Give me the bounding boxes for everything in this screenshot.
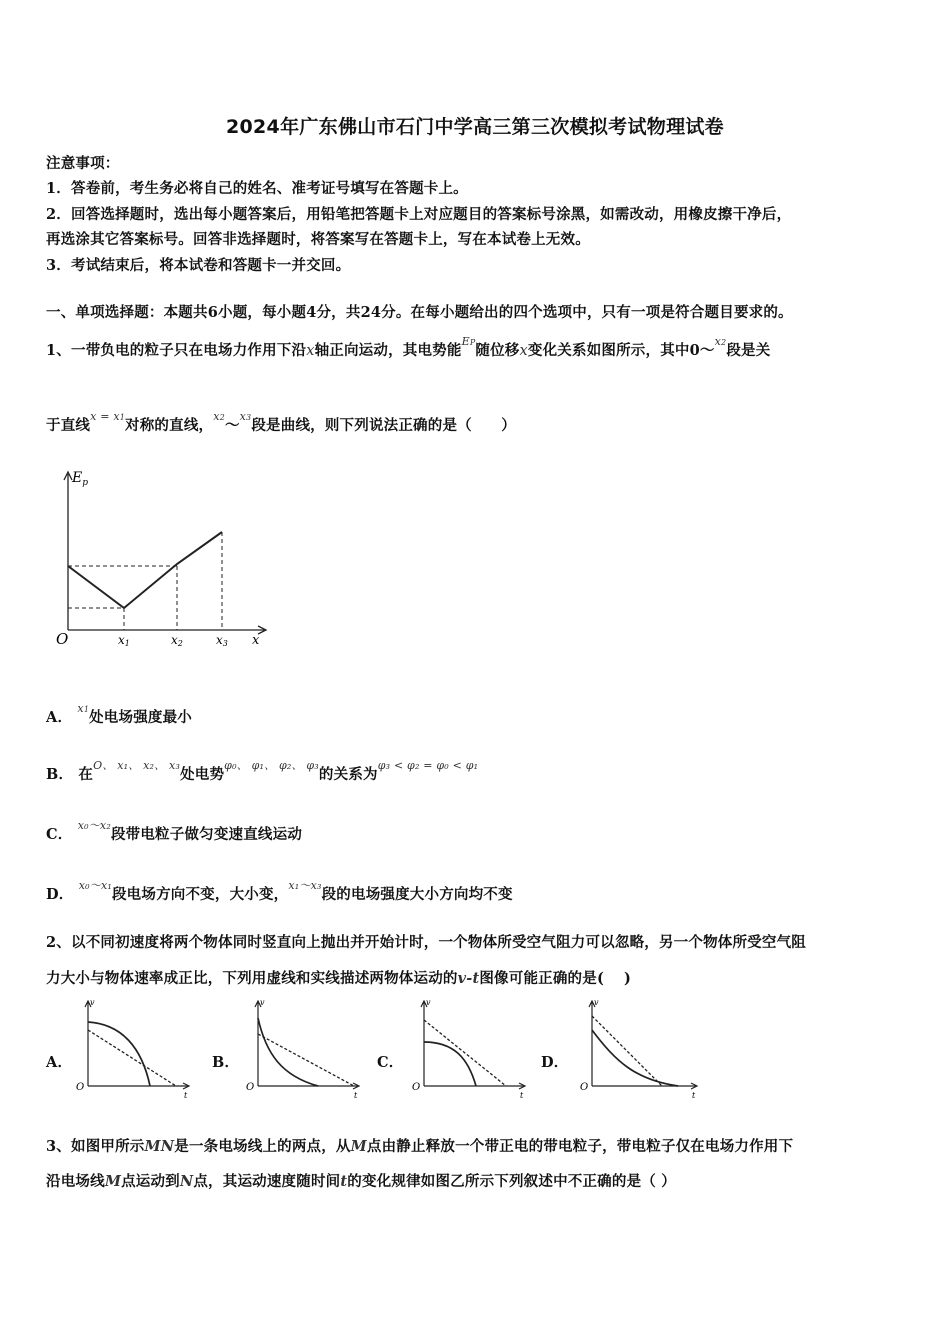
q1-b-points: O、 x₁、 x₂、 x₃ (93, 759, 181, 772)
q2-option-b-graph[interactable] (242, 996, 362, 1100)
graph-x3: x3 (216, 633, 228, 648)
q1-range-x3: x3 (239, 410, 252, 423)
q1-text-b: 轴正向运动，其电势能 (314, 342, 462, 359)
q1-text-d: 变化关系如图所示，其中 (527, 342, 690, 359)
q1-option-b[interactable]: B． 在$^{O、 x_1、 x_2、 x_3}$处电势$^{\varphi_0、 \varphi_1、 \varphi_2、 \varphi_3}$的关系为$^{\varphi_3 < \varphi_2 = \varphi_0 < \varphi_1}$ (46, 759, 479, 783)
dashed-line (88, 1030, 176, 1086)
note-item-2-cont: 再选涂其它答案标号。回答非选择题时，将答案写在答题卡上，写在本试卷上无效。 (46, 231, 590, 248)
svg-text:t: t (520, 1091, 524, 1100)
q1-b-relation: φ₃ < φ₂ = φ₀ < φ₁ (377, 759, 479, 772)
solid-curve (258, 1018, 318, 1086)
q1-x2: x2 (714, 335, 727, 348)
svg-text:v: v (90, 998, 95, 1007)
q2-option-d-label[interactable]: D． (541, 1054, 569, 1071)
q3-line1: 3、如图甲所示MN是一条电场线上的两点，从M点由静止释放一个带正电的带电粒子，带电粒子仅在电场力作用下 (46, 1138, 794, 1155)
graph-x2: x2 (171, 633, 183, 648)
q1-line1 (46, 335, 771, 360)
q1-text-h: 段是曲线，则下列说法正确的是（ ） (251, 417, 516, 434)
q1-range-x2: x2 (213, 410, 225, 423)
ep-curve (68, 532, 222, 608)
q1-c-range: x₀～x₂ (77, 819, 111, 832)
graph-origin: O (56, 630, 69, 648)
q1-b-phis: φ₀、 φ₁、 φ₂、 φ₃ (224, 759, 319, 772)
q1-d-range2: x₁～x₃ (288, 879, 322, 892)
svg-text:O: O (76, 1082, 85, 1093)
graph-xlabel: x (252, 633, 260, 648)
svg-text:t: t (354, 1091, 358, 1100)
page-title: 2024年广东佛山市石门中学高三第三次模拟考试物理试卷 (226, 116, 724, 138)
note-item-2: 2．回答选择题时，选出每小题答案后，用铅笔把答题卡上对应题目的答案标号涂黑，如需改动，用橡皮擦干净后， (46, 206, 792, 223)
q1-tilde: ～ (224, 417, 240, 434)
q2-option-c-graph[interactable] (408, 996, 528, 1100)
q1-text-e: 段是关 (726, 342, 771, 359)
svg-text:t: t (184, 1091, 188, 1100)
q1-var-x: x (306, 343, 315, 359)
q1-zero-range: 0～ (689, 342, 715, 359)
dashed-line (592, 1016, 662, 1086)
q1-option-c[interactable]: C． $^{x_0\sim x_2}$段带电粒子做匀变速直线运动 (46, 819, 303, 843)
q2-line2: 力大小与物体速率成正比，下列用虚线和实线描述两物体运动的v-t图像可能正确的是( ) (46, 970, 632, 987)
svg-text:v: v (260, 998, 265, 1007)
notes-heading: 注意事项： (46, 155, 120, 172)
q1-text-a: 1、一带负电的粒子只在电场力作用下沿 (46, 342, 307, 359)
solid-curve (592, 1030, 678, 1086)
q1-option-d[interactable]: D． $^{x_0\sim x_1}$段电场方向不变，大小变，$^{x_1\sim x_3}$段的电场强度大小方向均不变 (46, 879, 513, 903)
q2-vt: v-t (457, 970, 480, 987)
q1-option-a[interactable]: A． $^{x1}$处电场强度最小 (46, 702, 193, 726)
q1-d-range1: x₀～x₁ (78, 879, 112, 892)
svg-text:t: t (692, 1091, 696, 1100)
q1-line2 (46, 410, 516, 435)
q1-var-x-2: x (519, 343, 528, 359)
q1-text-c: 随位移 (475, 342, 520, 359)
svg-text:v: v (426, 998, 431, 1007)
q2-option-b-label[interactable]: B． (212, 1054, 240, 1071)
q1-ep-graph (50, 462, 280, 662)
q2-line1: 2、以不同初速度将两个物体同时竖直向上抛出并开始计时，一个物体所受空气阻力可以忽略，另一个物体所受空气阻 (46, 934, 806, 951)
dashed-line (258, 1034, 354, 1086)
q2-option-d-graph[interactable] (576, 996, 700, 1100)
note-item-3: 3．考试结束后，将本试卷和答题卡一并交回。 (46, 257, 351, 274)
section-heading: 一、单项选择题：本题共6小题，每小题4分，共24分。在每小题给出的四个选项中，只有一项是符合题目要求的。 (46, 304, 793, 321)
q1-ep: EP (461, 335, 476, 348)
solid-curve (424, 1042, 476, 1086)
note-item-1: 1．答卷前，考生务必将自己的姓名、准考证号填写在答题卡上。 (46, 180, 468, 197)
q3-line2: 沿电场线M点运动到N点，其运动速度随时间t的变化规律如图乙所示下列叙述中不正确的是（ ） (46, 1173, 676, 1190)
svg-text:O: O (412, 1082, 421, 1093)
solid-curve (88, 1022, 150, 1086)
svg-text:v: v (594, 998, 599, 1007)
q2-option-a-graph[interactable] (72, 996, 192, 1100)
graph-x1: x1 (118, 633, 130, 648)
svg-text:O: O (580, 1082, 589, 1093)
dashed-line (424, 1020, 506, 1086)
q1-eq: x = x1 (90, 410, 126, 423)
q2-option-a-label[interactable]: A． (46, 1054, 73, 1071)
svg-text:O: O (246, 1082, 255, 1093)
q1-text-g: 对称的直线， (125, 417, 214, 434)
q2-option-c-label[interactable]: C． (377, 1054, 404, 1071)
q1-text-f: 于直线 (46, 417, 91, 434)
graph-ylabel: $E_p$ (72, 470, 88, 488)
